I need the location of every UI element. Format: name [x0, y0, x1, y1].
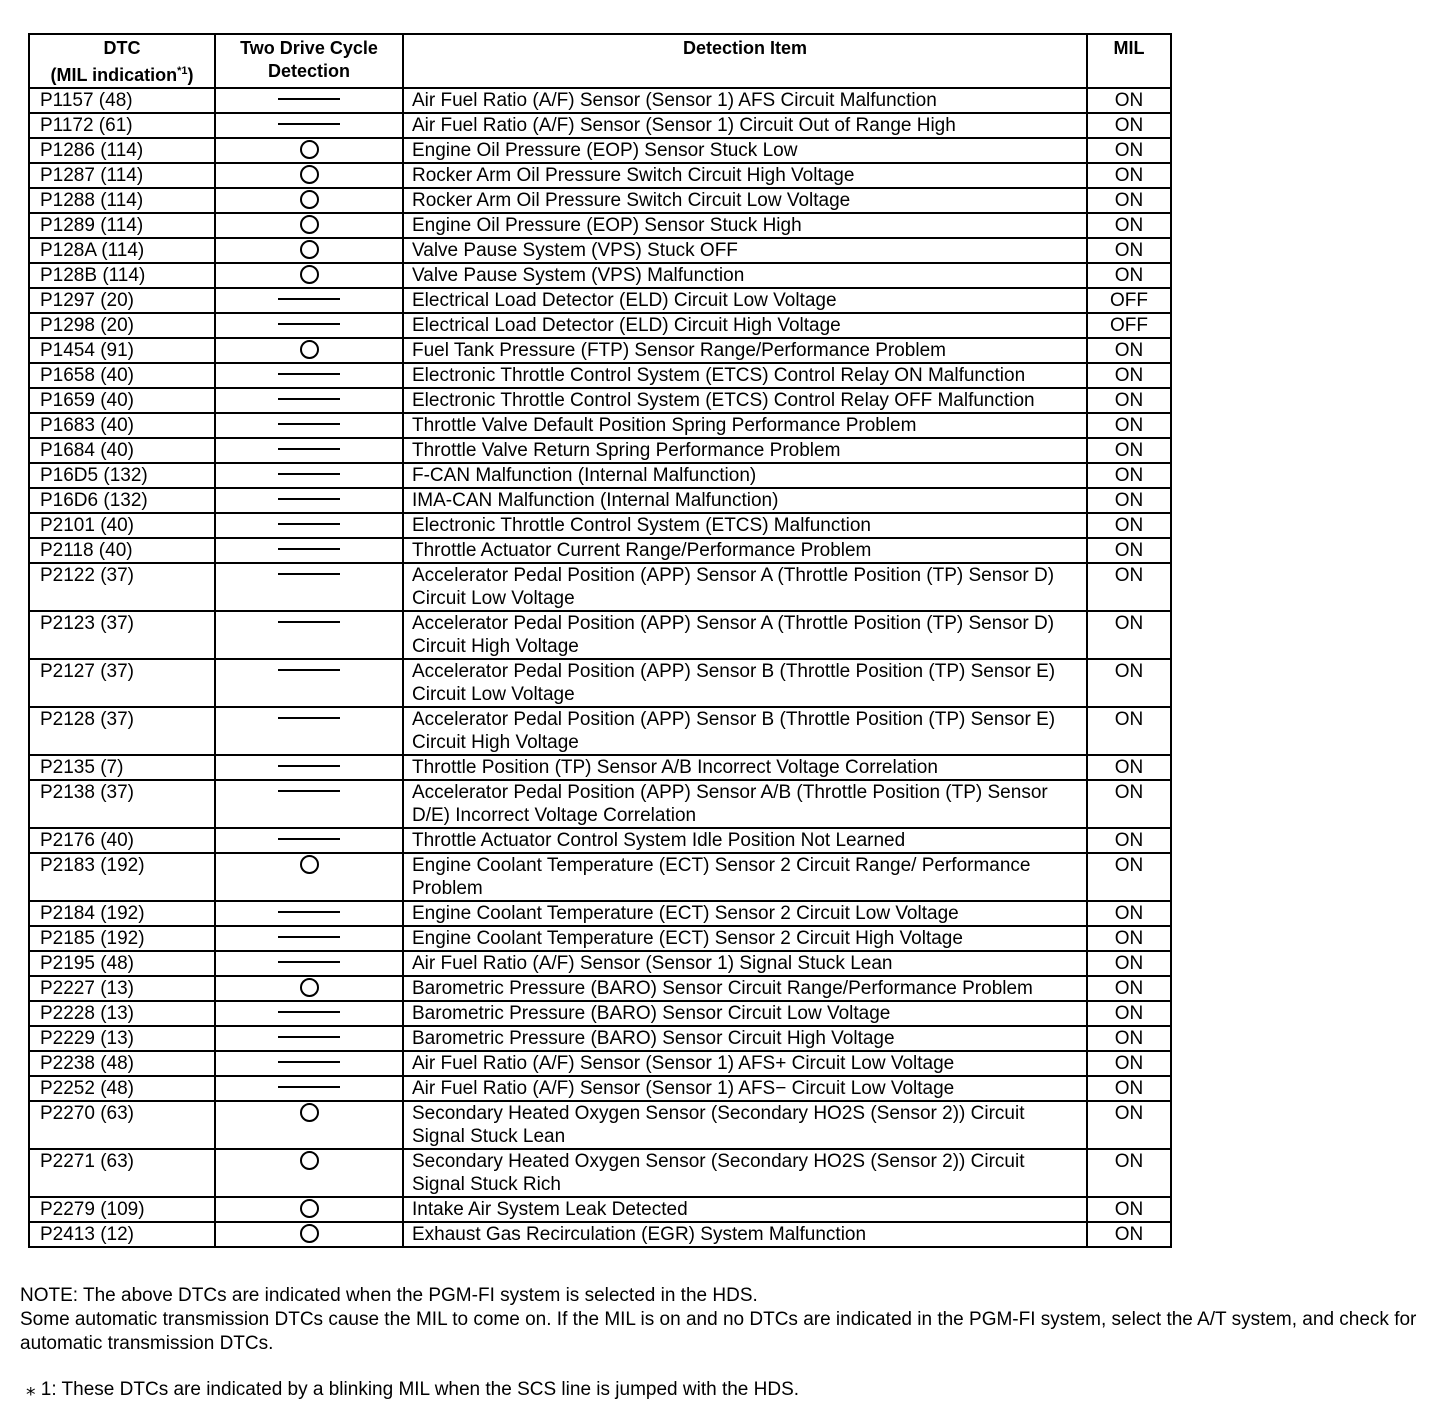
mil-status: ON — [1087, 1051, 1171, 1076]
mil-status: ON — [1087, 707, 1171, 755]
table-row — [29, 338, 1171, 363]
circle-icon — [300, 340, 319, 359]
dtc-code: P1287 (114) — [29, 163, 215, 188]
mil-status: ON — [1087, 238, 1171, 263]
table-row — [29, 388, 1171, 413]
detection-item: Secondary Heated Oxygen Sensor (Secondary HO2S (Sensor 2)) Circuit Signal Stuck Rich — [403, 1149, 1087, 1197]
mil-status: ON — [1087, 976, 1171, 1001]
two-drive-cycle-cell — [215, 513, 403, 538]
dash-icon — [278, 790, 340, 792]
detection-item: F-CAN Malfunction (Internal Malfunction) — [403, 463, 1087, 488]
table-row — [29, 488, 1171, 513]
two-drive-cycle-cell — [215, 976, 403, 1001]
mil-status: ON — [1087, 755, 1171, 780]
table-row — [29, 1001, 1171, 1026]
dtc-code: P128B (114) — [29, 263, 215, 288]
dtc-code: P16D5 (132) — [29, 463, 215, 488]
two-drive-cycle-cell — [215, 1001, 403, 1026]
table-row — [29, 755, 1171, 780]
detection-item: Air Fuel Ratio (A/F) Sensor (Sensor 1) AFS+ Circuit Low Voltage — [403, 1051, 1087, 1076]
table-row — [29, 238, 1171, 263]
mil-status: ON — [1087, 438, 1171, 463]
two-drive-cycle-cell — [215, 413, 403, 438]
mil-status: ON — [1087, 611, 1171, 659]
dtc-code: P2128 (37) — [29, 707, 215, 755]
mil-status: ON — [1087, 1222, 1171, 1247]
dtc-code: P2183 (192) — [29, 853, 215, 901]
detection-item: Accelerator Pedal Position (APP) Sensor B (Throttle Position (TP) Sensor E) Circuit High Voltage — [403, 707, 1087, 755]
detection-item: Secondary Heated Oxygen Sensor (Secondary HO2S (Sensor 2)) Circuit Signal Stuck Lean — [403, 1101, 1087, 1149]
table-row — [29, 926, 1171, 951]
detection-item: Electronic Throttle Control System (ETCS) Malfunction — [403, 513, 1087, 538]
table-row — [29, 1101, 1171, 1149]
dash-icon — [278, 717, 340, 719]
dtc-code: P1298 (20) — [29, 313, 215, 338]
table-row — [29, 1197, 1171, 1222]
table-row — [29, 1026, 1171, 1051]
two-drive-cycle-cell — [215, 338, 403, 363]
circle-icon — [300, 190, 319, 209]
table-row — [29, 113, 1171, 138]
table-row — [29, 1076, 1171, 1101]
table-row — [29, 853, 1171, 901]
dtc-code: P2127 (37) — [29, 659, 215, 707]
two-drive-cycle-cell — [215, 263, 403, 288]
two-drive-cycle-cell — [215, 563, 403, 611]
detection-item: Air Fuel Ratio (A/F) Sensor (Sensor 1) Signal Stuck Lean — [403, 951, 1087, 976]
detection-item: Engine Coolant Temperature (ECT) Sensor 2 Circuit High Voltage — [403, 926, 1087, 951]
dash-icon — [278, 398, 340, 400]
circle-icon — [300, 240, 319, 259]
table-row — [29, 213, 1171, 238]
dash-icon — [278, 298, 340, 300]
two-drive-cycle-cell — [215, 828, 403, 853]
dtc-code: P1683 (40) — [29, 413, 215, 438]
detection-item: Electronic Throttle Control System (ETCS) Control Relay ON Malfunction — [403, 363, 1087, 388]
detection-item: Electronic Throttle Control System (ETCS) Control Relay OFF Malfunction — [403, 388, 1087, 413]
dtc-code: P1286 (114) — [29, 138, 215, 163]
table-row — [29, 263, 1171, 288]
detection-item: Accelerator Pedal Position (APP) Sensor A (Throttle Position (TP) Sensor D) Circuit High Voltage — [403, 611, 1087, 659]
mil-status: OFF — [1087, 313, 1171, 338]
dash-icon — [278, 98, 340, 100]
detection-item: Air Fuel Ratio (A/F) Sensor (Sensor 1) AFS Circuit Malfunction — [403, 88, 1087, 113]
dash-icon — [278, 621, 340, 623]
mil-status: ON — [1087, 113, 1171, 138]
table-row — [29, 951, 1171, 976]
dash-icon — [278, 838, 340, 840]
detection-item: IMA-CAN Malfunction (Internal Malfunction) — [403, 488, 1087, 513]
mil-status: ON — [1087, 163, 1171, 188]
two-drive-cycle-cell — [215, 363, 403, 388]
detection-item: Barometric Pressure (BARO) Sensor Circuit Low Voltage — [403, 1001, 1087, 1026]
two-drive-cycle-cell — [215, 113, 403, 138]
dtc-code: P2229 (13) — [29, 1026, 215, 1051]
detection-item: Exhaust Gas Recirculation (EGR) System Malfunction — [403, 1222, 1087, 1247]
table-row — [29, 463, 1171, 488]
mil-status: ON — [1087, 926, 1171, 951]
header-dtc — [29, 34, 215, 88]
dtc-code: P1289 (114) — [29, 213, 215, 238]
dash-icon — [278, 573, 340, 575]
dtc-code: P2413 (12) — [29, 1222, 215, 1247]
dash-icon — [278, 448, 340, 450]
circle-icon — [300, 165, 319, 184]
circle-icon — [300, 1103, 319, 1122]
table-body — [29, 88, 1171, 1247]
table-row — [29, 363, 1171, 388]
two-drive-cycle-cell — [215, 951, 403, 976]
dtc-code: P2252 (48) — [29, 1076, 215, 1101]
two-drive-cycle-cell — [215, 213, 403, 238]
dtc-code: P1658 (40) — [29, 363, 215, 388]
mil-status: ON — [1087, 463, 1171, 488]
two-drive-cycle-cell — [215, 138, 403, 163]
dash-icon — [278, 498, 340, 500]
dtc-code: P1288 (114) — [29, 188, 215, 213]
dash-icon — [278, 373, 340, 375]
mil-status: ON — [1087, 488, 1171, 513]
circle-icon — [300, 1199, 319, 1218]
dtc-code: P2138 (37) — [29, 780, 215, 828]
dtc-code: P2184 (192) — [29, 901, 215, 926]
dash-icon — [278, 548, 340, 550]
dtc-code: P2228 (13) — [29, 1001, 215, 1026]
dtc-code: P2271 (63) — [29, 1149, 215, 1197]
dash-icon — [278, 1086, 340, 1088]
dash-icon — [278, 911, 340, 913]
dtc-code: P2227 (13) — [29, 976, 215, 1001]
detection-item: Throttle Valve Return Spring Performance Problem — [403, 438, 1087, 463]
dtc-code: P1157 (48) — [29, 88, 215, 113]
detection-item: Air Fuel Ratio (A/F) Sensor (Sensor 1) Circuit Out of Range High — [403, 113, 1087, 138]
detection-item: Valve Pause System (VPS) Stuck OFF — [403, 238, 1087, 263]
mil-status: ON — [1087, 213, 1171, 238]
dtc-code: P1297 (20) — [29, 288, 215, 313]
note-line-1: NOTE: The above DTCs are indicated when the PGM-FI system is selected in the HDS. — [20, 1285, 758, 1306]
dash-icon — [278, 123, 340, 125]
detection-item: Accelerator Pedal Position (APP) Sensor A/B (Throttle Position (TP) Sensor D/E) Incorrect Voltage Correlation — [403, 780, 1087, 828]
dash-icon — [278, 323, 340, 325]
mil-status: ON — [1087, 1026, 1171, 1051]
mil-status: ON — [1087, 188, 1171, 213]
two-drive-cycle-cell — [215, 463, 403, 488]
dash-icon — [278, 523, 340, 525]
footnote-marker: *1 — [177, 65, 188, 77]
header-two-drive-line1: Two Drive Cycle — [240, 38, 378, 58]
dtc-code: P2185 (192) — [29, 926, 215, 951]
table-row — [29, 659, 1171, 707]
two-drive-cycle-cell — [215, 1222, 403, 1247]
table-row — [29, 611, 1171, 659]
dtc-code: P128A (114) — [29, 238, 215, 263]
mil-status: ON — [1087, 338, 1171, 363]
dtc-code: P2279 (109) — [29, 1197, 215, 1222]
dash-icon — [278, 423, 340, 425]
dtc-code: P1684 (40) — [29, 438, 215, 463]
mil-status: ON — [1087, 88, 1171, 113]
mil-status: ON — [1087, 1001, 1171, 1026]
mil-status: ON — [1087, 780, 1171, 828]
mil-status: OFF — [1087, 288, 1171, 313]
mil-status: ON — [1087, 563, 1171, 611]
table-row — [29, 976, 1171, 1001]
mil-status: ON — [1087, 901, 1171, 926]
table-row — [29, 288, 1171, 313]
dash-icon — [278, 765, 340, 767]
dash-icon — [278, 1036, 340, 1038]
two-drive-cycle-cell — [215, 1026, 403, 1051]
dtc-code: P2118 (40) — [29, 538, 215, 563]
table-row — [29, 707, 1171, 755]
note-line-2: Some automatic transmission DTCs cause the MIL to come on. If the MIL is on and no DTCs are indicated in the PGM-FI system, select the A/T system, and check for automatic transmission DTCs. — [20, 1309, 1417, 1354]
table-row — [29, 513, 1171, 538]
header-detection-item: Detection Item — [403, 34, 1087, 88]
two-drive-cycle-cell — [215, 1101, 403, 1149]
dtc-code: P2195 (48) — [29, 951, 215, 976]
detection-item: Fuel Tank Pressure (FTP) Sensor Range/Performance Problem — [403, 338, 1087, 363]
detection-item: Throttle Valve Default Position Spring Performance Problem — [403, 413, 1087, 438]
mil-status: ON — [1087, 1197, 1171, 1222]
two-drive-cycle-cell — [215, 238, 403, 263]
table-row — [29, 1051, 1171, 1076]
two-drive-cycle-cell — [215, 538, 403, 563]
mil-status: ON — [1087, 828, 1171, 853]
footnote: ⁎ 1: These DTCs are indicated by a blinking MIL when the SCS line is jumped with the HDS. — [26, 1379, 800, 1400]
detection-item: Valve Pause System (VPS) Malfunction — [403, 263, 1087, 288]
two-drive-cycle-cell — [215, 1076, 403, 1101]
detection-item: Engine Coolant Temperature (ECT) Sensor 2 Circuit Range/ Performance Problem — [403, 853, 1087, 901]
dash-icon — [278, 961, 340, 963]
detection-item: Throttle Position (TP) Sensor A/B Incorrect Voltage Correlation — [403, 755, 1087, 780]
detection-item: Throttle Actuator Current Range/Performance Problem — [403, 538, 1087, 563]
dash-icon — [278, 1011, 340, 1013]
table-row — [29, 438, 1171, 463]
header-dtc-line2: (MIL indication — [50, 65, 178, 85]
table-row — [29, 88, 1171, 113]
mil-status: ON — [1087, 1076, 1171, 1101]
mil-status: ON — [1087, 263, 1171, 288]
dash-icon — [278, 1061, 340, 1063]
dtc-code: P2238 (48) — [29, 1051, 215, 1076]
mil-status: ON — [1087, 513, 1171, 538]
table-row — [29, 563, 1171, 611]
circle-icon — [300, 215, 319, 234]
dtc-table — [28, 33, 1172, 1248]
table-row — [29, 1149, 1171, 1197]
two-drive-cycle-cell — [215, 659, 403, 707]
detection-item: Rocker Arm Oil Pressure Switch Circuit Low Voltage — [403, 188, 1087, 213]
dtc-code: P2122 (37) — [29, 563, 215, 611]
table-row — [29, 138, 1171, 163]
mil-status: ON — [1087, 853, 1171, 901]
header-dtc-close: ) — [187, 65, 194, 85]
detection-item: Barometric Pressure (BARO) Sensor Circuit Range/Performance Problem — [403, 976, 1087, 1001]
detection-item: Accelerator Pedal Position (APP) Sensor B (Throttle Position (TP) Sensor E) Circuit Low Voltage — [403, 659, 1087, 707]
dtc-code: P2135 (7) — [29, 755, 215, 780]
circle-icon — [300, 855, 319, 874]
header-two-drive-line2: Detection — [267, 61, 350, 81]
dtc-code: P1172 (61) — [29, 113, 215, 138]
detection-item: Engine Coolant Temperature (ECT) Sensor 2 Circuit Low Voltage — [403, 901, 1087, 926]
detection-item: Accelerator Pedal Position (APP) Sensor A (Throttle Position (TP) Sensor D) Circuit Low Voltage — [403, 563, 1087, 611]
detection-item: Engine Oil Pressure (EOP) Sensor Stuck High — [403, 213, 1087, 238]
circle-icon — [300, 978, 319, 997]
two-drive-cycle-cell — [215, 1197, 403, 1222]
table-row — [29, 538, 1171, 563]
header-dtc-line1: DTC — [103, 38, 141, 58]
two-drive-cycle-cell — [215, 1051, 403, 1076]
header-two-drive-cycle — [215, 34, 403, 88]
two-drive-cycle-cell — [215, 1149, 403, 1197]
table-header-row — [29, 34, 1171, 88]
two-drive-cycle-cell — [215, 288, 403, 313]
two-drive-cycle-cell — [215, 438, 403, 463]
mil-status: ON — [1087, 363, 1171, 388]
dash-icon — [278, 669, 340, 671]
two-drive-cycle-cell — [215, 188, 403, 213]
table-row — [29, 313, 1171, 338]
table-row — [29, 828, 1171, 853]
two-drive-cycle-cell — [215, 388, 403, 413]
two-drive-cycle-cell — [215, 611, 403, 659]
two-drive-cycle-cell — [215, 926, 403, 951]
detection-item: Engine Oil Pressure (EOP) Sensor Stuck Low — [403, 138, 1087, 163]
mil-status: ON — [1087, 1101, 1171, 1149]
detection-item: Electrical Load Detector (ELD) Circuit Low Voltage — [403, 288, 1087, 313]
two-drive-cycle-cell — [215, 163, 403, 188]
table-row — [29, 780, 1171, 828]
circle-icon — [300, 1224, 319, 1243]
mil-status: ON — [1087, 538, 1171, 563]
mil-status: ON — [1087, 951, 1171, 976]
mil-status: ON — [1087, 659, 1171, 707]
detection-item: Barometric Pressure (BARO) Sensor Circuit High Voltage — [403, 1026, 1087, 1051]
table-row — [29, 188, 1171, 213]
dtc-code: P16D6 (132) — [29, 488, 215, 513]
two-drive-cycle-cell — [215, 755, 403, 780]
dtc-code: P1454 (91) — [29, 338, 215, 363]
detection-item: Air Fuel Ratio (A/F) Sensor (Sensor 1) AFS− Circuit Low Voltage — [403, 1076, 1087, 1101]
two-drive-cycle-cell — [215, 313, 403, 338]
detection-item: Electrical Load Detector (ELD) Circuit High Voltage — [403, 313, 1087, 338]
detection-item: Intake Air System Leak Detected — [403, 1197, 1087, 1222]
mil-status: ON — [1087, 1149, 1171, 1197]
two-drive-cycle-cell — [215, 88, 403, 113]
two-drive-cycle-cell — [215, 853, 403, 901]
detection-item: Throttle Actuator Control System Idle Position Not Learned — [403, 828, 1087, 853]
dash-icon — [278, 936, 340, 938]
dtc-code: P1659 (40) — [29, 388, 215, 413]
circle-icon — [300, 140, 319, 159]
dash-icon — [278, 473, 340, 475]
dtc-code: P2176 (40) — [29, 828, 215, 853]
notes-section — [20, 1284, 1420, 1402]
table-row — [29, 413, 1171, 438]
mil-status: ON — [1087, 138, 1171, 163]
dtc-code: P2101 (40) — [29, 513, 215, 538]
circle-icon — [300, 265, 319, 284]
detection-item: Rocker Arm Oil Pressure Switch Circuit High Voltage — [403, 163, 1087, 188]
dtc-code: P2123 (37) — [29, 611, 215, 659]
header-mil: MIL — [1087, 34, 1171, 88]
two-drive-cycle-cell — [215, 707, 403, 755]
table-row — [29, 163, 1171, 188]
mil-status: ON — [1087, 413, 1171, 438]
two-drive-cycle-cell — [215, 780, 403, 828]
two-drive-cycle-cell — [215, 488, 403, 513]
mil-status: ON — [1087, 388, 1171, 413]
two-drive-cycle-cell — [215, 901, 403, 926]
circle-icon — [300, 1151, 319, 1170]
table-row — [29, 1222, 1171, 1247]
dtc-code: P2270 (63) — [29, 1101, 215, 1149]
table-row — [29, 901, 1171, 926]
